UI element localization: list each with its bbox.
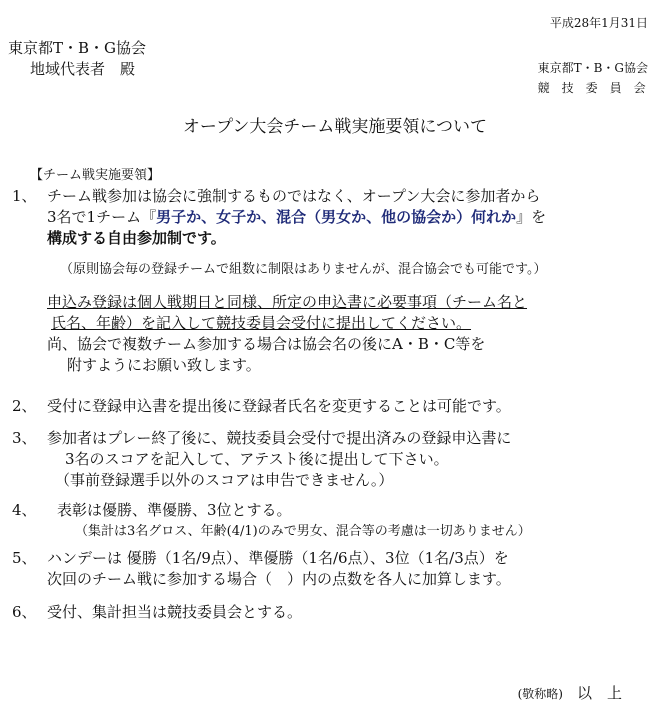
sender-committee: 競 技 委 員 会 bbox=[537, 81, 646, 95]
sender-block bbox=[538, 58, 648, 98]
sender-org: 東京都T・B・G協会 bbox=[537, 61, 648, 75]
item-line: 3名で1チーム『男子か、女子か、混合（男女か、他の協会か）何れか』を bbox=[47, 208, 547, 226]
recipient-org: 東京都T・B・G協会 bbox=[8, 39, 147, 57]
item-line: （事前登録選手以外のスコアは申告できません。） bbox=[55, 471, 394, 489]
item-4 bbox=[12, 500, 531, 542]
underlined-line: 氏名、年齢）を記入して競技委員会受付に提出してください。 bbox=[51, 314, 472, 332]
item-line: 構成する自由参加制です。 bbox=[47, 229, 226, 247]
section-header: 【チーム戦実施要領】 bbox=[30, 168, 161, 183]
item-number: 4、 bbox=[12, 501, 37, 519]
item-line: 受付、集計担当は競技委員会とする。 bbox=[47, 603, 303, 621]
team-type-emphasis: 男子か、女子か、混合（男女か、他の協会か）何れか bbox=[156, 208, 517, 226]
item-line: 参加者はプレー終了後に、競技委員会受付で提出済みの登録申込書に bbox=[47, 429, 512, 447]
item-line: 表彰は優勝、準優勝、3位とする。 bbox=[57, 501, 292, 519]
item-line: ハンデーは 優勝（1名/9点）、準優勝（1名/6点）、3位（1名/3点）を bbox=[47, 549, 509, 567]
item-line: チーム戦参加は協会に強制するものではなく、オープン大会に参加者から bbox=[47, 187, 541, 205]
recipient-block bbox=[8, 38, 146, 80]
item-line: 3名のスコアを記入して、アテスト後に提出して下さい。 bbox=[65, 450, 449, 468]
item-number: 5、 bbox=[12, 549, 37, 567]
item-number: 3、 bbox=[12, 429, 37, 447]
item-line: 次回のチーム戦に参加する場合（ ）内の点数を各人に加算します。 bbox=[47, 570, 511, 588]
closing-ijo: 以 上 bbox=[576, 684, 622, 702]
underlined-line: 申込み登録は個人戦期日と同様、所定の申込書に必要事項（チーム名と bbox=[47, 293, 528, 311]
item-note: （集計は3名グロス、年齢(4/1)のみで男女、混合等の考慮は一切ありません） bbox=[75, 524, 531, 539]
document-title: オープン大会チーム戦実施要領について bbox=[182, 117, 488, 137]
item-2 bbox=[12, 396, 511, 417]
closing bbox=[518, 682, 622, 703]
item-5 bbox=[12, 548, 511, 590]
item-line: 受付に登録申込書を提出後に登録者氏名を変更することは可能です。 bbox=[47, 397, 511, 415]
item-number: 1、 bbox=[12, 187, 37, 205]
document-date: 平成28年1月31日 bbox=[549, 16, 648, 30]
item-number: 2、 bbox=[12, 397, 37, 415]
item-3 bbox=[12, 428, 511, 491]
registration-instructions bbox=[47, 292, 527, 376]
item-6 bbox=[12, 602, 302, 623]
item-1 bbox=[12, 186, 546, 249]
item-number: 6、 bbox=[12, 603, 37, 621]
item-1-note: （原則協会毎の登録チームで組数に制限はありませんが、混合協会でも可能です。） bbox=[60, 262, 547, 277]
item-line: 附すようにお願い致します。 bbox=[67, 356, 261, 374]
recipient-title: 地域代表者 殿 bbox=[30, 60, 136, 78]
item-line: 尚、協会で複数チーム参加する場合は協会名の後にA・B・C等を bbox=[47, 335, 486, 353]
honorific-omitted-note: (敬称略) bbox=[517, 687, 563, 701]
